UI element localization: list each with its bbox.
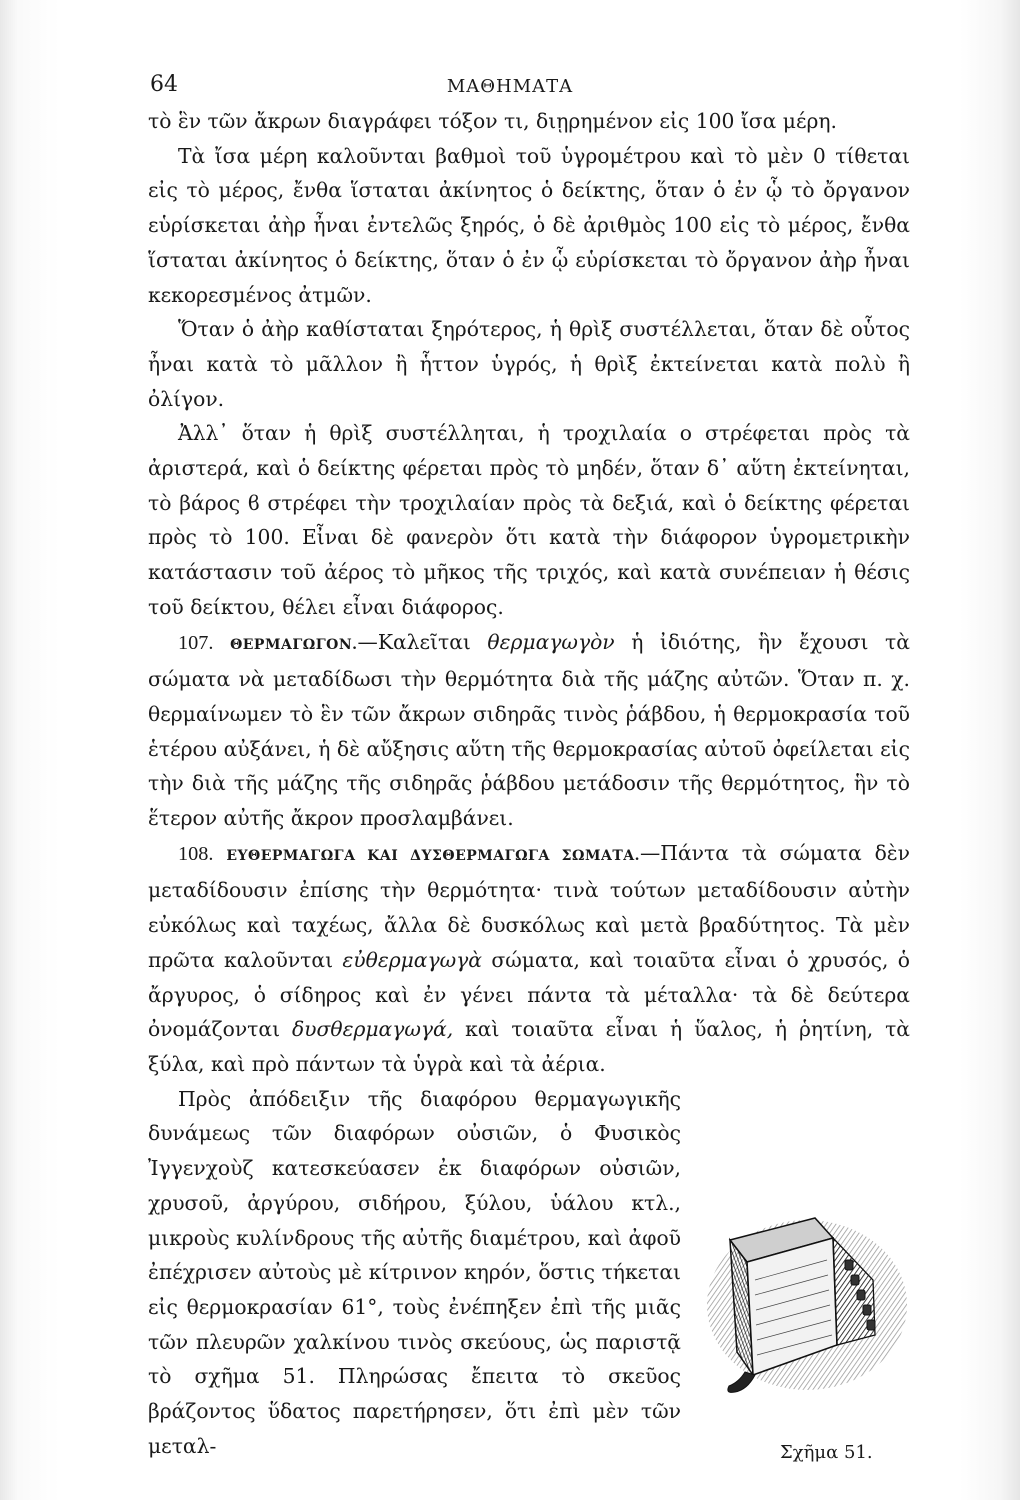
section-108-text-a: —Πάντα τὰ σώματα δὲν μεταδίδουσιν ἐπίσης τὴν θερμότητα· τινὰ τούτων μεταδίδουσιν αὐτὴν εὐκόλως καὶ ταχέως, ἄλλα δὲ δυσκόλως καὶ μετὰ βραδύτητος. Τὰ μὲν πρῶτα καλοῦνται	[148, 840, 910, 972]
section-108-number: 108.	[178, 842, 214, 865]
paragraph-1: τὸ ἓν τῶν ἄκρων διαγράφει τόξον τι, διῃρημένον εἰς 100 ἴσα μέρη.	[148, 109, 837, 133]
figure-51	[695, 1088, 910, 1512]
ingenhousz-apparatus-illustration	[695, 1090, 910, 1430]
section-108-text-b: σώματα, καὶ τοιαῦτα εἶναι ὁ χρυσός, ὁ ἄργυρος, ὁ σίδηρος καὶ ἐν γένει πάντα τὰ μέταλλα· τὰ δὲ δεύτερα ὀνομάζονται	[148, 947, 910, 1042]
section-108-text-c: καὶ τοιαῦτα εἶναι ἡ ὕαλος, ἡ ῥητίνη, τὰ ξύλα, καὶ πρὸ πάντων τὰ ὑγρὰ καὶ τὰ ἀέρια.	[148, 1017, 910, 1076]
section-107	[148, 625, 910, 836]
page-number: 64	[150, 72, 178, 97]
section-108	[148, 836, 910, 1082]
figure-51-caption: Σχῆμα 51.	[780, 1441, 873, 1463]
paragraph-3: Ὅταν ὁ ἀὴρ καθίσταται ξηρότερος, ἡ θρὶξ συστέλλεται, ὅταν δὲ οὗτος ἦναι κατὰ τὸ μᾶλλον ἢ ἧττον ὑγρός, ἡ θρὶξ ἐκτείνεται κατὰ πολὺ ἢ ὀλίγον.	[148, 317, 910, 411]
section-107-heading: ΘΕΡΜΑΓΩΓΟΝ.	[230, 636, 358, 653]
paragraph-last	[148, 1082, 910, 1464]
section-107-term: θερμαγωγὸν	[487, 629, 615, 654]
section-108-term-b: δυσθερμαγωγά,	[291, 1017, 454, 1042]
section-107-text-b: ἡ ἰδιότης, ἣν ἔχουσι τὰ σώματα νὰ μεταδίδωσι τὴν θερμότητα διὰ τῆς μάζης αὐτῶν. Ὅταν π. χ. θερμαίνωμεν τὸ ἓν τῶν ἄκρων σιδηρᾶς τινὸς ῥάβδου, ἡ θερμοκρασία τοῦ ἑτέρου αὐξάνει, ἡ δὲ αὔξησις αὕτη τῆς θερμοκρασίας αὐτοῦ ὀφείλεται εἰς τὴν διὰ τῆς μάζης τῆς σιδηρᾶς ῥάβδου μετάδοσιν τῆς θερμότητος, ἣν τὸ ἕτερον αὐτῆς ἄκρον προσλαμβάνει.	[148, 629, 910, 831]
paragraph-2: Τὰ ἴσα μέρη καλοῦνται βαθμοὶ τοῦ ὑγρομέτρου καὶ τὸ μὲν 0 τίθεται εἰς τὸ μέρος, ἔνθα ἵσταται ἀκίνητος ὁ δείκτης, ὅταν ὁ ἐν ᾧ τὸ ὄργανον εὑρίσκεται ἀὴρ ἦναι ἐντελῶς ξηρός, ὁ δὲ ἀριθμὸς 100 εἰς τὸ μέρος, ἔνθα ἵσταται ἀκίνητος ὁ δείκτης, ὅταν ὁ ἐν ᾧ εὑρίσκεται τὸ ὄργανον ἀὴρ ἦναι κεκορεσμένος ἀτμῶν.	[148, 143, 910, 307]
section-108-term-a: εὐθερμαγωγὰ	[342, 947, 482, 972]
paragraph-last-text: Πρὸς ἀπόδειξιν τῆς διαφόρου θερμαγωγικῆς δυνάμεως τῶν διαφόρων οὐσιῶν, ὁ Φυσικὸς Ἰγγενχοὺζ κατεσκεύασεν ἐκ διαφόρων οὐσιῶν, χρυσοῦ, ἀργύρου, σιδήρου, ξύλου, ὑάλου κτλ., μικροὺς κυλίνδρους τῆς αὐτῆς διαμέτρου, καὶ ἀφοῦ ἐπέχρισεν αὐτοὺς μὲ κίτρινον κηρόν, ὅστις τήκεται εἰς θερμοκρασίαν 61°, τοὺς ἐνέπηξεν ἐπὶ τῆς μιᾶς τῶν πλευρῶν χαλκίνου τινὸς σκεύους, ὡς παριστᾷ τὸ σχῆμα 51. Πληρώσας ἔπειτα τὸ σκεῦος βράζοντος ὕδατος παρετήρησεν, ὅτι ἐπὶ μὲν τῶν μεταλ-	[148, 1086, 681, 1458]
section-107-number: 107.	[178, 631, 214, 654]
page-body	[148, 104, 910, 1512]
paragraph-4: Ἀλλ᾽ ὅταν ἡ θρὶξ συστέλληται, ἡ τροχιλαία ο στρέφεται πρὸς τὰ ἀριστερά, καὶ ὁ δείκτης φέρεται πρὸς τὸ μηδέν, ὅταν δ᾽ αὕτη ἐκτείνηται, τὸ βάρος ϐ στρέφει τὴν τροχιλαίαν πρὸς τὰ δεξιά, καὶ ὁ δείκτης φέρεται πρὸς τὸ 100. Εἶναι δὲ φανερὸν ὅτι κατὰ τὴν διάφορον ὑγρομετρικὴν κατάστασιν τοῦ ἀέρος τὸ μῆκος τῆς τριχός, καὶ κατὰ συνέπειαν ἡ θέσις τοῦ δείκτου, θέλει εἶναι διάφορος.	[148, 421, 910, 619]
section-108-heading: ΕΥΘΕΡΜΑΓΩΓΑ ΚΑΙ ΔΥΣΘΕΡΜΑΓΩΓΑ ΣΩΜΑΤΑ.	[226, 847, 640, 864]
section-107-text-a: —Καλεῖται	[357, 629, 471, 654]
running-title: ΜΑΘΗΜΑΤΑ	[446, 76, 574, 97]
